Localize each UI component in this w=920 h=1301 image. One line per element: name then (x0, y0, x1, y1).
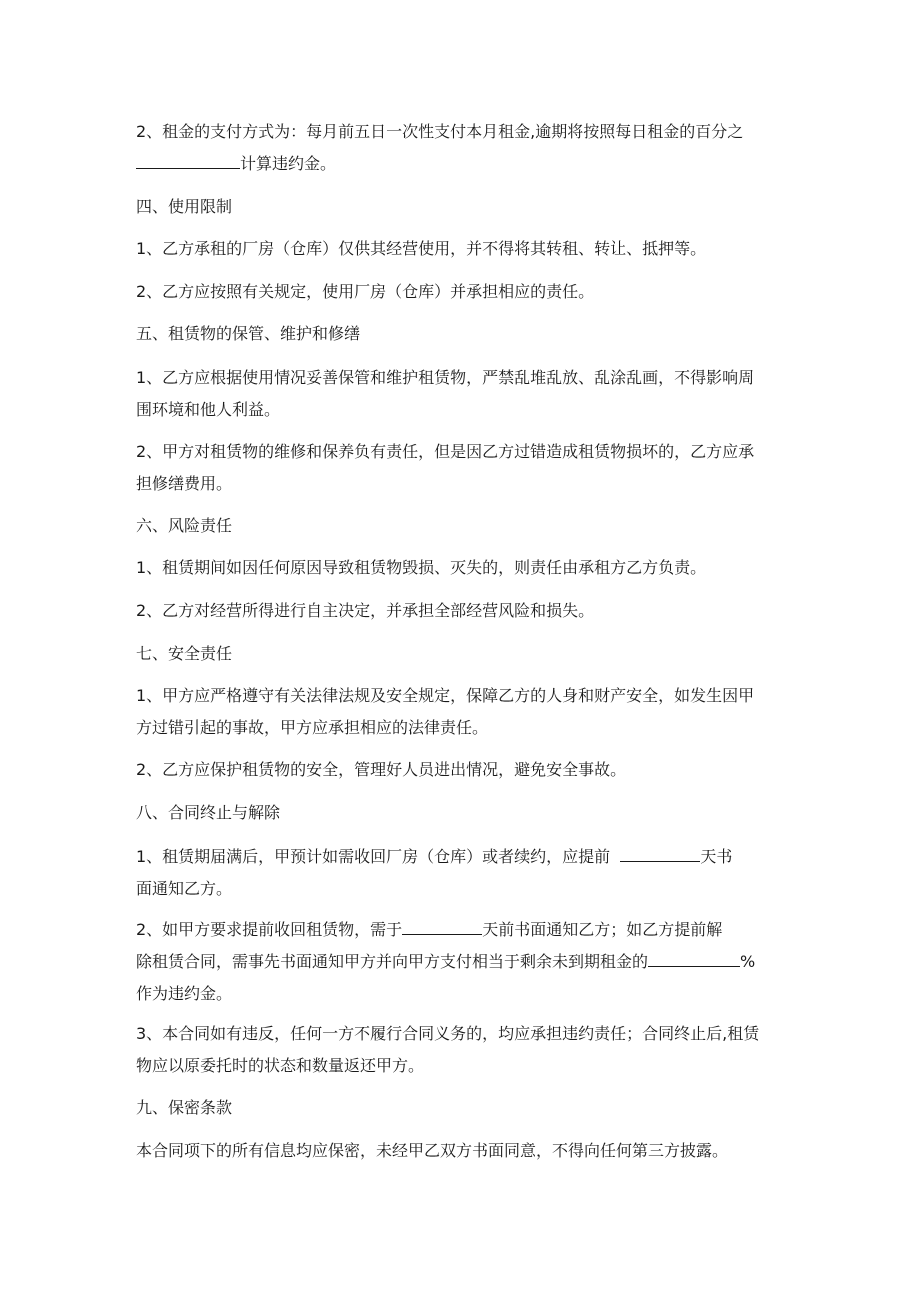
section-heading: 九、保密条款 (136, 1098, 233, 1117)
text-line: 方过错引起的事故，甲方应承担相应的法律责任。 (136, 718, 489, 737)
paragraph (136, 914, 796, 1010)
text-line: 2、乙方应保护租赁物的安全，管理好人员进出情况，避免安全事故。 (136, 760, 627, 779)
text-line: 1、租赁期届满后，甲预计如需收回厂房（仓库）或者续约，应提前 天书 (136, 841, 796, 873)
section-heading: 七、安全责任 (136, 644, 233, 663)
paragraph (136, 552, 796, 584)
paragraph (136, 276, 796, 308)
text-line: 担修缮费用。 (136, 474, 233, 493)
paragraph (136, 362, 796, 426)
paragraph (136, 1135, 796, 1167)
text-line: 物应以原委托时的状态和数量返还甲方。 (136, 1056, 425, 1075)
text-line: 2、如甲方要求提前收回租赁物，需于 天前书面通知乙方；如乙方提前解 (136, 914, 796, 946)
text-line: 2、乙方应按照有关规定，使用厂房（仓库）并承担相应的责任。 (136, 282, 595, 301)
text-line: 计算违约金。 (136, 148, 796, 180)
text-line: 2、甲方对租赁物的维修和保养负有责任，但是因乙方过错造成租赁物损坏的，乙方应承 (136, 442, 755, 461)
text-line: 2、乙方对经营所得进行自主决定，并承担全部经营风险和损失。 (136, 601, 595, 620)
paragraph-rent-payment (136, 116, 796, 180)
fill-in-blank[interactable] (136, 150, 240, 169)
text-line: 1、乙方应根据使用情况妥善保管和维护租赁物，严禁乱堆乱放、乱涂乱画，不得影响周 (136, 368, 755, 387)
text-line: 1、租赁期间如因任何原因导致租赁物毁损、灭失的，则责任由承租方乙方负责。 (136, 558, 707, 577)
text-line: 本合同项下的所有信息均应保密，未经甲乙双方书面同意，不得向任何第三方披露。 (136, 1141, 729, 1160)
paragraph (136, 233, 796, 265)
paragraph (136, 595, 796, 627)
paragraph (136, 680, 796, 744)
text-line: 2、租金的支付方式为：每月前五日一次性支付本月租金,逾期将按照每日租金的百分之 (136, 122, 744, 141)
section-heading: 五、租赁物的保管、维护和修缮 (136, 324, 361, 343)
text-line: 3、本合同如有违反，任何一方不履行合同义务的，均应承担违约责任；合同终止后,租赁 (136, 1024, 760, 1043)
text-line: 围环境和他人利益。 (136, 400, 281, 419)
text-line: 除租赁合同，需事先书面通知甲方并向甲方支付相当于剩余未到期租金的 % (136, 946, 796, 978)
fill-in-blank[interactable] (620, 843, 700, 862)
fill-in-blank[interactable] (402, 916, 482, 935)
text-line: 1、乙方承租的厂房（仓库）仅供其经营使用，并不得将其转租、转让、抵押等。 (136, 239, 707, 258)
paragraph (136, 1018, 796, 1082)
text-line: 面通知乙方。 (136, 879, 233, 898)
paragraph (136, 841, 796, 905)
fill-in-blank[interactable] (648, 948, 740, 967)
section-heading: 四、使用限制 (136, 197, 233, 216)
section-heading: 八、合同终止与解除 (136, 803, 281, 822)
text-line: 1、甲方应严格遵守有关法律法规及安全规定，保障乙方的人身和财产安全，如发生因甲 (136, 686, 755, 705)
paragraph (136, 754, 796, 786)
text-line: 作为违约金。 (136, 984, 233, 1003)
section-heading: 六、风险责任 (136, 516, 233, 535)
paragraph (136, 436, 796, 500)
